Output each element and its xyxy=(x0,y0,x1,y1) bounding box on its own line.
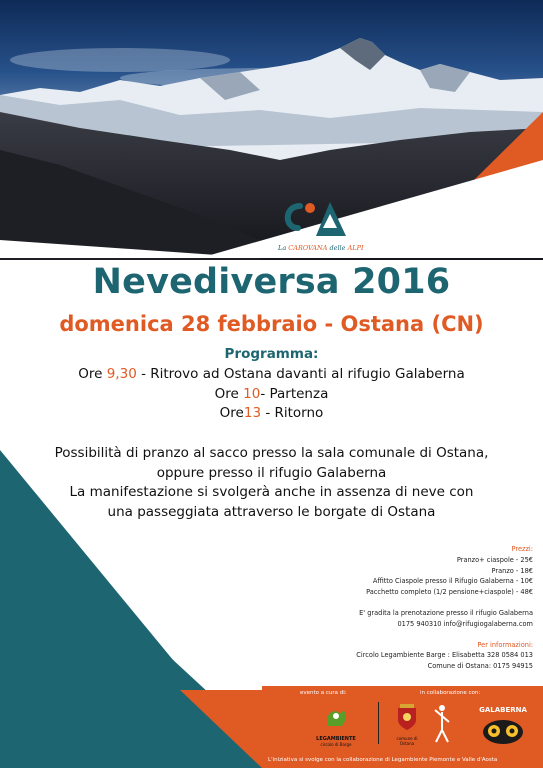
comune-logo xyxy=(390,702,424,750)
price-item: Pranzo+ ciaspole - 25€ xyxy=(456,555,533,564)
logo-text: La CAROVANA delle ALPI xyxy=(278,244,364,252)
footer-note: L'iniziativa si svolge con la collaborazione di Legambiente Piemonte e Valle d'Aosta xyxy=(268,757,498,763)
info-line: La manifestazione si svolgerà anche in assenza di neve con xyxy=(69,484,474,500)
info-heading: Per informazioni: xyxy=(477,640,533,649)
programma-heading: Programma: xyxy=(224,346,319,362)
price-item: Pacchetto completo (1/2 pensione+ciaspole) - 48€ xyxy=(366,588,533,597)
prezzi-heading: Prezzi: xyxy=(511,545,533,553)
event-date: domenica 28 febbraio - Ostana (CN) xyxy=(59,312,484,336)
legambiente-logo xyxy=(306,702,366,750)
legambiente-sub: circolo di Barge xyxy=(320,742,352,747)
legambiente-icon xyxy=(306,702,366,732)
programma-line: Ore 10- Partenza xyxy=(214,386,329,402)
price-item: Affitto Ciaspole presso il Rifugio Galaberna - 10€ xyxy=(372,577,533,586)
programma-line: Ore13 - Ritorno xyxy=(219,405,324,421)
programma-line: Ore 9,30 - Ritrovo ad Ostana davanti al rifugio Galaberna xyxy=(78,366,465,382)
coat-of-arms-icon xyxy=(390,702,424,732)
info-line: Possibilità di pranzo al sacco presso la sala comunale di Ostana, xyxy=(54,445,489,461)
prenotazione-text: E' gradita la prenotazione presso il rifugio Galaberna xyxy=(359,608,533,617)
dancer-icon xyxy=(432,702,452,746)
galaberna-name: GALABERNA xyxy=(479,706,527,714)
info-text xyxy=(0,444,543,522)
info-line: una passeggiata attraverso le borgate di Ostana xyxy=(107,503,436,520)
galaberna-logo xyxy=(470,706,536,750)
page-title: Nevediversa 2016 xyxy=(92,262,451,302)
divider xyxy=(378,702,379,744)
eventi-label: evento a cura di: xyxy=(300,690,347,696)
comune-name: comune di Ostana xyxy=(396,736,418,746)
info-contact: Circolo Legambiente Barge : Elisabetta 328 0584 013 xyxy=(356,651,533,660)
collab-label: in collaborazione con: xyxy=(420,690,481,696)
contact-text: 0175 940310 info@rifugiogalaberna.com xyxy=(397,619,533,628)
carovana-logo xyxy=(268,198,364,256)
info-contact: Comune di Ostana: 0175 94915 xyxy=(427,662,533,671)
owl-icon xyxy=(470,714,536,746)
price-item: Pranzo - 18€ xyxy=(491,566,533,575)
prices-block xyxy=(356,544,533,672)
figure-logo xyxy=(432,702,452,746)
legambiente-name: LEGAMBIENTE xyxy=(316,736,356,742)
info-line: oppure presso il rifugio Galaberna xyxy=(156,464,387,481)
